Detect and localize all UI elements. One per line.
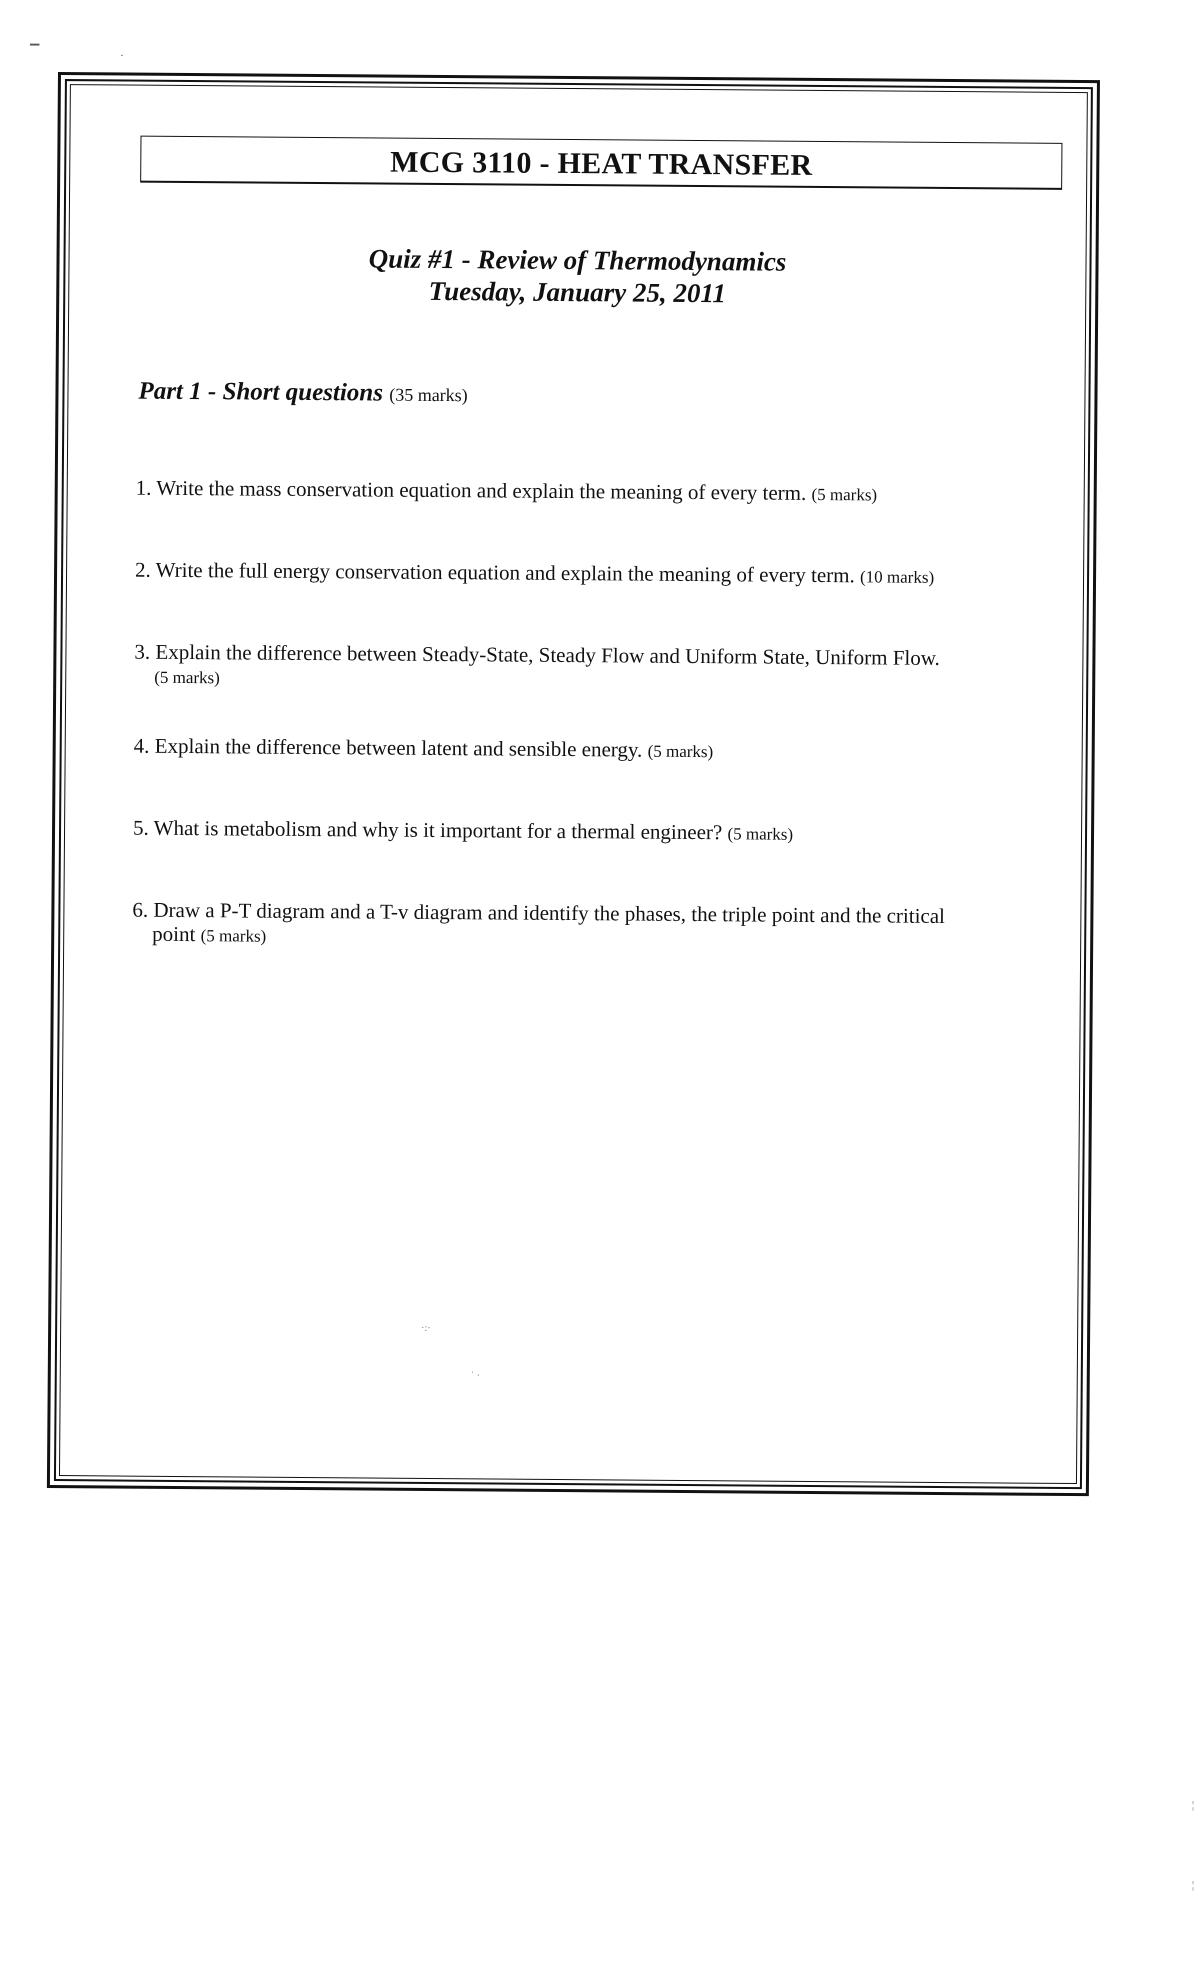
question-number: 6. — [132, 897, 149, 922]
part1-heading — [138, 378, 467, 409]
question-5 — [133, 816, 1093, 850]
question-4 — [134, 734, 1094, 768]
question-number: 3. — [134, 639, 151, 664]
scan-speck: ¦ — [1192, 1800, 1195, 1811]
quiz-title: Quiz #1 - Review of Thermodynamics — [368, 243, 787, 277]
question-2 — [135, 558, 1095, 592]
question-text: Write the mass conservation equation and explain the meaning of every term. — [156, 475, 807, 505]
question-marks: (5 marks) — [647, 741, 714, 762]
question-number: 1. — [135, 475, 152, 500]
question-marks: (5 marks) — [811, 484, 878, 505]
question-marks: (5 marks) — [154, 667, 220, 688]
scan-speck: ˙ · — [470, 1370, 480, 1382]
scan-speck: · — [120, 48, 124, 62]
scan-speck: ·:· — [421, 1322, 431, 1334]
question-text: Draw a P-T diagram and a T-v diagram and identify the phases, the triple point and the critical — [153, 897, 946, 928]
part1-title: Part 1 - Short questions — [138, 377, 384, 407]
question-text: Explain the difference between latent and sensible energy. — [154, 733, 643, 762]
question-3 — [134, 640, 1094, 698]
question-marks: (5 marks) — [200, 926, 267, 946]
quiz-content — [50, 75, 1097, 1493]
question-number: 5. — [132, 815, 149, 840]
page-border — [47, 72, 1100, 1496]
question-marks: (5 marks) — [727, 824, 794, 844]
scan-speck: ▔ — [30, 44, 40, 58]
question-text: Explain the difference between Steady-State, Steady Flow and Uniform State, Uniform Flow. — [155, 639, 940, 670]
question-text-continued: point — [152, 921, 196, 947]
question-6 — [132, 898, 1092, 956]
question-text: Write the full energy conservation equation and explain the meaning of every term. — [155, 557, 855, 588]
course-title-box — [140, 136, 1062, 190]
part1-marks: (35 marks) — [389, 384, 468, 406]
question-text: What is metabolism and why is it important for a thermal engineer? — [153, 815, 723, 845]
question-number: 4. — [133, 733, 150, 758]
quiz-date: Tuesday, January 25, 2011 — [428, 275, 727, 309]
course-title: MCG 3110 - HEAT TRANSFER — [390, 145, 813, 182]
scan-speck: ¦ — [1192, 1880, 1195, 1891]
question-number: 2. — [134, 557, 151, 582]
question-1 — [136, 476, 1096, 510]
question-marks: (10 marks) — [859, 567, 935, 587]
